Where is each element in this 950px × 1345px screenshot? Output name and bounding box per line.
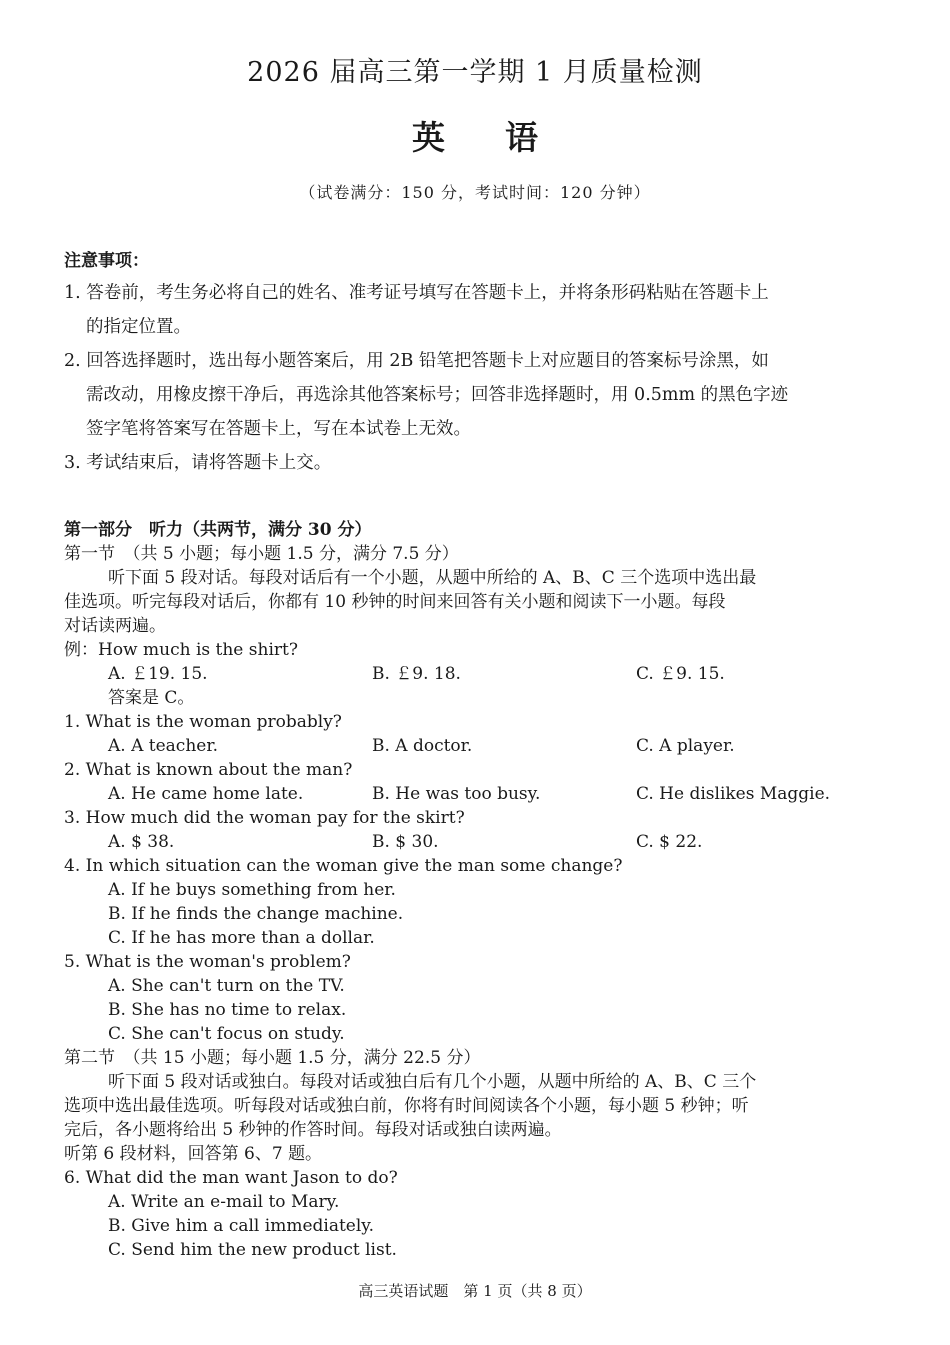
option-a: A. If he buys something from her. [108,880,396,900]
option-a: A. Write an e-mail to Mary. [108,1192,340,1212]
section2-title: 第二节 （共 15 小题；每小题 1.5 分，满分 22.5 分） [64,1048,481,1068]
question-5: 5. What is the woman's problem? [64,952,351,972]
example-answer: 答案是 C。 [108,688,195,708]
example-question: 例：How much is the shirt? [64,640,298,660]
question-1-options [64,734,894,758]
option-a: A. He came home late. [108,784,304,804]
notice-line: 1. 答卷前，考生务必将自己的姓名、准考证号填写在答题卡上，并将条形码粘贴在答题卡上 [64,283,769,303]
exam-info: （试卷满分：150 分，考试时间：120 分钟） [299,183,651,202]
question-4: 4. In which situation can the woman give the man some change? [64,856,623,876]
section2-instructions: 选项中选出最佳选项。听每段对话或独白前，你将有时间阅读各个小题，每小题 5 秒钟；听 [64,1096,749,1116]
exam-title: 2026 届高三第一学期 1 月质量检测 [247,57,703,88]
section2-instructions: 完后，各小题将给出 5 秒钟的作答时间。每段对话或独白读两遍。 [64,1120,562,1140]
notice-line: 2. 回答选择题时，选出每小题答案后，用 2B 铅笔把答题卡上对应题目的答案标号涂黑，如 [64,351,769,371]
option-b: B. He was too busy. [371,784,541,804]
option-a: A. She can't turn on the TV. [108,976,345,996]
question-2: 2. What is known about the man? [64,760,353,780]
notice-line: 的指定位置。 [86,317,191,337]
option-b: B. If he finds the change machine. [108,904,404,924]
option-b: B. Give him a call immediately. [108,1216,375,1236]
section1-instructions: 佳选项。听完每段对话后，你都有 10 秒钟的时间来回答有关小题和阅读下一小题。每段 [64,592,726,612]
notice-line: 3. 考试结束后，请将答题卡上交。 [64,453,332,473]
notice-line: 需改动，用橡皮擦干净后，再选涂其他答案标号；回答非选择题时，用 0.5mm 的黑色字迹 [86,385,789,405]
option-c: C. Send him the new product list. [108,1240,397,1260]
question-3: 3. How much did the woman pay for the skirt? [64,808,465,828]
option-b: B. ￡9. 18. [371,664,461,684]
option-b: B. $ 30. [371,832,439,852]
notice-title: 注意事项： [64,251,149,271]
section1-instructions: 对话读两遍。 [64,616,166,636]
part1-listening [64,518,894,1262]
notice-list [64,276,894,480]
option-b: B. A doctor. [371,736,473,756]
part1-title: 第一部分 听力（共两节，满分 30 分） [64,520,372,540]
section1-title: 第一节 （共 5 小题；每小题 1.5 分，满分 7.5 分） [64,544,459,564]
question-6: 6. What did the man want Jason to do? [64,1168,398,1188]
option-b: B. She has no time to relax. [108,1000,347,1020]
page-footer: 高三英语试题 第 1 页（共 8 页） [358,1282,592,1300]
question-3-options [64,830,894,854]
option-a: A. $ 38. [108,832,175,852]
option-c: C. $ 22. [635,832,703,852]
question-2-options [64,782,894,806]
question-1: 1. What is the woman probably? [64,712,342,732]
option-a: A. A teacher. [108,736,218,756]
notice-line: 签字笔将答案写在答题卡上，写在本试卷上无效。 [86,419,471,439]
option-c: C. If he has more than a dollar. [108,928,375,948]
option-c: C. A player. [635,736,735,756]
option-c: C. ￡9. 15. [635,664,725,684]
option-c: C. He dislikes Maggie. [635,784,831,804]
example-options [64,662,894,686]
option-c: C. She can't focus on study. [108,1024,345,1044]
section1-instructions: 听下面 5 段对话。每段对话后有一个小题，从题中所给的 A、B、C 三个选项中选出最 [108,568,757,588]
subject-title: 英语 [412,118,598,157]
section2-instructions: 听下面 5 段对话或独白。每段对话或独白后有几个小题，从题中所给的 A、B、C 三个 [108,1072,757,1092]
option-a: A. ￡19. 15. [108,664,208,684]
material-note: 听第 6 段材料，回答第 6、7 题。 [64,1144,323,1164]
